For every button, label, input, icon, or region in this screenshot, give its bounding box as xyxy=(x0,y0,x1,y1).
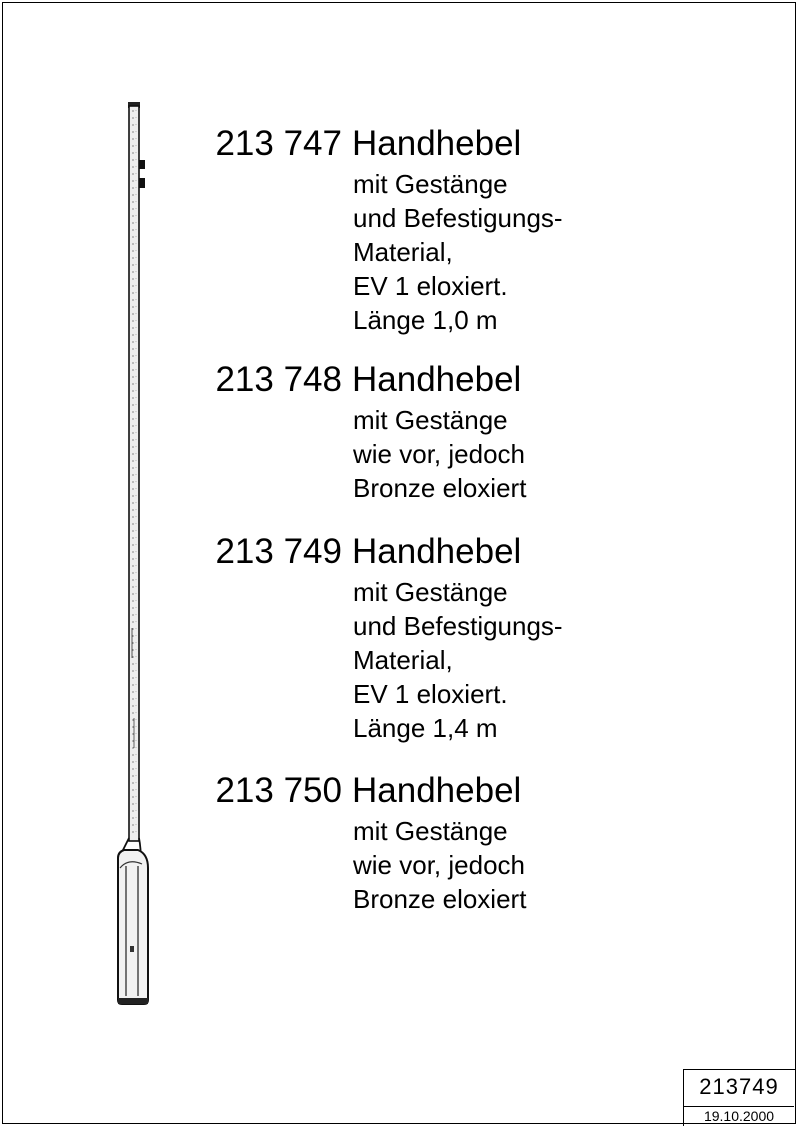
stamp-article-code: 213749 xyxy=(699,1074,779,1099)
product-details xyxy=(353,575,563,745)
detail-line: EV 1 eloxiert. xyxy=(353,271,508,301)
product-name: Handhebel xyxy=(352,124,522,163)
detail-line: und Befestigungs- xyxy=(353,203,563,233)
detail-line: mit Gestänge xyxy=(353,405,508,435)
product-name: Handhebel xyxy=(352,360,522,399)
product-details xyxy=(353,167,563,337)
detail-line: EV 1 eloxiert. xyxy=(353,679,508,709)
product-details xyxy=(353,403,526,505)
detail-line: wie vor, jedoch xyxy=(353,850,525,880)
detail-line: wie vor, jedoch xyxy=(353,439,525,469)
article-number: 213 749 xyxy=(215,532,342,571)
detail-line: Bronze eloxiert xyxy=(353,473,527,503)
detail-line: mit Gestänge xyxy=(353,816,508,846)
detail-line: Material, xyxy=(353,645,453,675)
article-number: 213 747 xyxy=(215,124,342,163)
stamp-date: 19.10.2000 xyxy=(684,1106,794,1125)
detail-line: mit Gestänge xyxy=(353,577,508,607)
detail-line: Bronze eloxiert xyxy=(353,884,527,914)
product-name: Handhebel xyxy=(352,771,522,810)
detail-line: Material, xyxy=(353,237,453,267)
document-stamp xyxy=(683,1069,796,1126)
detail-line: Länge 1,4 m xyxy=(353,713,498,743)
detail-line: und Befestigungs- xyxy=(353,611,563,641)
detail-line: Länge 1,0 m xyxy=(353,305,498,335)
product-details xyxy=(353,814,526,916)
product-name: Handhebel xyxy=(352,532,522,571)
article-number: 213 748 xyxy=(215,360,342,399)
detail-line: mit Gestänge xyxy=(353,169,508,199)
article-number: 213 750 xyxy=(215,771,342,810)
